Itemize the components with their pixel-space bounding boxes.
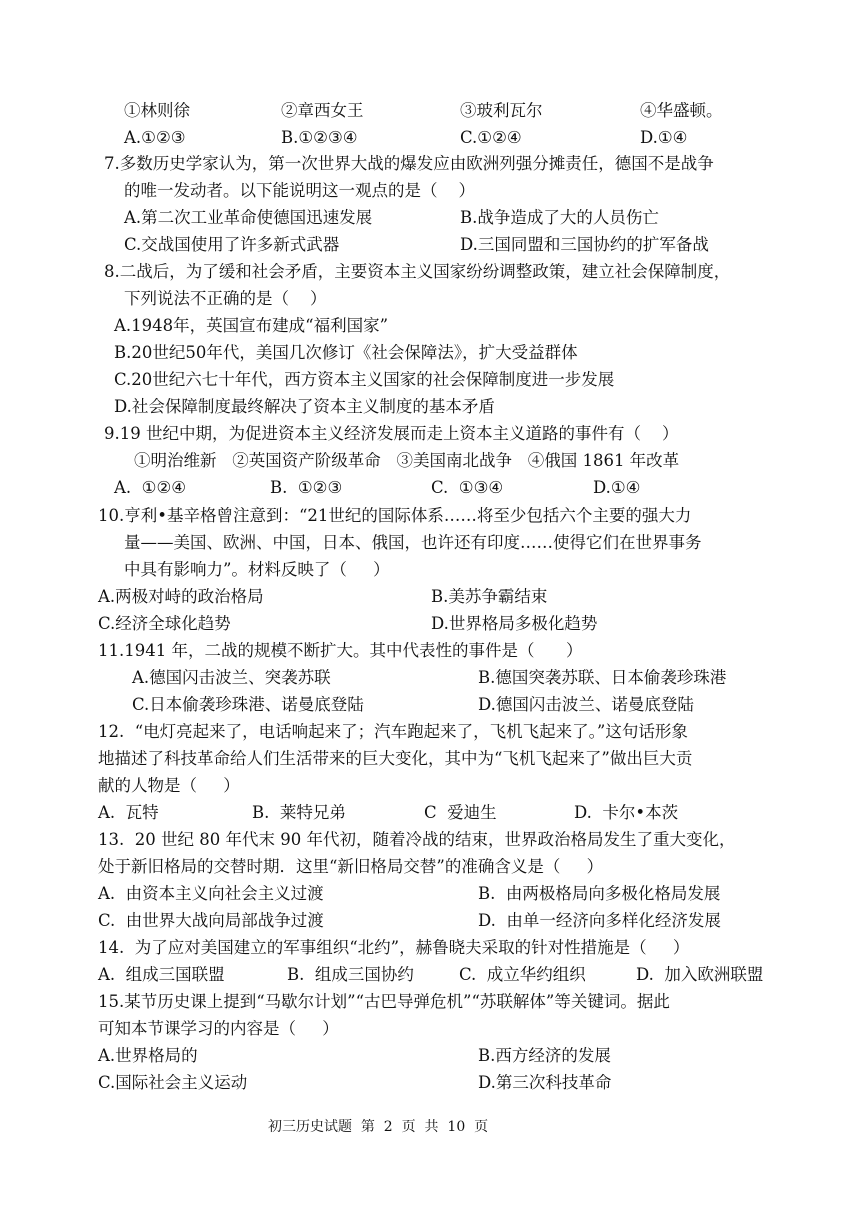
q9-items: ①明治维新 ②英国资产阶级革命 ③美国南北战争 ④俄国 1861 年改革 — [134, 451, 680, 470]
q6-item-2: ②章西女王 — [281, 101, 364, 120]
q10-option-b: B.美苏争霸结束 — [431, 587, 548, 606]
q14-option-b: B. 组成三国协约 — [287, 965, 414, 984]
q13-option-d: D. 由单一经济向多样化经济发展 — [478, 911, 721, 930]
q12-option-c: C 爱迪生 — [424, 803, 497, 822]
q11-option-c: C.日本偷袭珍珠港、诺曼底登陆 — [132, 695, 364, 714]
q12-option-b: B. 莱特兄弟 — [252, 803, 346, 822]
q10-option-c: C.经济全球化趋势 — [98, 614, 231, 633]
q7-option-c: C.交战国使用了许多新式武器 — [124, 235, 340, 254]
q10-option-d: D.世界格局多极化趋势 — [431, 614, 598, 633]
q8-option-c: C.20世纪六七十年代，西方资本主义国家的社会保障制度进一步发展 — [114, 370, 615, 389]
q6-option-d: D.①④ — [640, 128, 688, 147]
q12-stem-line3: 献的人物是（ ） — [98, 776, 240, 795]
q13-stem-line2: 处于新旧格局的交替时期．这里“新旧格局交替”的准确含义是（ ） — [98, 857, 604, 876]
q15-option-a: A.世界格局的 — [98, 1046, 198, 1065]
q10-option-a: A.两极对峙的政治格局 — [98, 587, 264, 606]
q6-option-a: A.①②③ — [124, 128, 186, 147]
q11-option-a: A.德国闪击波兰、突袭苏联 — [132, 668, 331, 687]
q9-stem: 9.19 世纪中期，为促进资本主义经济发展而走上资本主义道路的事件有（ ） — [104, 424, 679, 443]
q9-option-c: C. ①③④ — [431, 478, 504, 497]
q9-option-a: A. ①②④ — [114, 478, 187, 497]
q12-option-d: D. 卡尔•本茨 — [574, 803, 679, 822]
q13-option-b: B. 由两极格局向多极化格局发展 — [478, 884, 721, 903]
q6-item-3: ③玻利瓦尔 — [460, 101, 543, 120]
q15-stem-line1: 15.某节历史课上提到“马歇尔计划”“古巴导弹危机”“苏联解体”等关键词。据此 — [98, 992, 670, 1011]
q8-option-d: D.社会保障制度最终解决了资本主义制度的基本矛盾 — [114, 397, 495, 416]
q8-option-b: B.20世纪50年代，美国几次修订《社会保障法》，扩大受益群体 — [114, 343, 578, 362]
q6-option-b: B.①②③④ — [281, 128, 358, 147]
q14-option-a: A. 组成三国联盟 — [98, 965, 225, 984]
q7-stem-line2: 的唯一发动者。以下能说明这一观点的是（ ） — [124, 181, 475, 200]
q13-option-c: C. 由世界大战向局部战争过渡 — [98, 911, 324, 930]
q8-stem-line2: 下列说法不正确的是（ ） — [124, 289, 327, 308]
q10-stem-line2: 量——美国、欧洲、中国，日本、俄国，也许还有印度……使得它们在世界事务 — [124, 533, 702, 552]
q14-option-c: C. 成立华约组织 — [459, 965, 586, 984]
q12-option-a: A. 瓦特 — [98, 803, 159, 822]
q11-option-b: B.德国突袭苏联、日本偷袭珍珠港 — [478, 668, 727, 687]
q8-stem-line1: 8.二战后，为了缓和社会矛盾，主要资本主义国家纷纷调整政策，建立社会保障制度， — [104, 262, 731, 281]
q15-option-c: C.国际社会主义运动 — [98, 1073, 248, 1092]
q14-option-d: D. 加入欧洲联盟 — [636, 965, 764, 984]
q15-option-d: D.第三次科技革命 — [478, 1073, 612, 1092]
q10-stem-line3: 中具有影响力”。材料反映了（ ） — [124, 560, 390, 579]
q11-stem: 11.1941 年，二战的规模不断扩大。其中代表性的事件是（ ） — [98, 641, 583, 660]
q6-option-c: C.①②④ — [460, 128, 522, 147]
q9-option-b: B. ①②③ — [270, 478, 343, 497]
q12-stem-line1: 12. “电灯亮起来了，电话响起来了；汽车跑起来了，飞机飞起来了。”这句话形象 — [98, 722, 688, 741]
q7-option-b: B.战争造成了大的人员伤亡 — [460, 208, 659, 227]
q7-option-d: D.三国同盟和三国协约的扩军备战 — [460, 235, 709, 254]
page-footer: 初三历史试题 第 2 页 共 10 页 — [268, 1119, 489, 1135]
q13-stem-line1: 13. 20 世纪 80 年代末 90 年代初，随着冷战的结束，世界政治格局发生了重大变化， — [98, 830, 736, 849]
q10-stem-line1: 10.亨利•基辛格曾注意到：“21世纪的国际体系……将至少包括六个主要的强大力 — [98, 506, 692, 525]
q6-item-4: ④华盛顿。 — [640, 101, 723, 120]
q15-option-b: B.西方经济的发展 — [478, 1046, 611, 1065]
q13-option-a: A. 由资本主义向社会主义过渡 — [98, 884, 324, 903]
q7-option-a: A.第二次工业革命使德国迅速发展 — [124, 208, 373, 227]
q8-option-a: A.1948年，英国宣布建成“福利国家” — [114, 316, 389, 335]
q12-stem-line2: 地描述了科技革命给人们生活带来的巨大变化，其中为“飞机飞起来了”做出巨大贡 — [98, 749, 693, 768]
q6-item-1: ①林则徐 — [124, 101, 190, 120]
q9-option-d: D.①④ — [593, 478, 641, 497]
q14-stem: 14. 为了应对美国建立的军事组织“北约”，赫鲁晓夫采取的针对性措施是（ ） — [98, 938, 690, 957]
q11-option-d: D.德国闪击波兰、诺曼底登陆 — [478, 695, 694, 714]
q7-stem-line1: 7.多数历史学家认为，第一次世界大战的爆发应由欧洲列强分摊责任，德国不是战争 — [104, 154, 714, 173]
q15-stem-line2: 可知本节课学习的内容是（ ） — [98, 1019, 339, 1038]
